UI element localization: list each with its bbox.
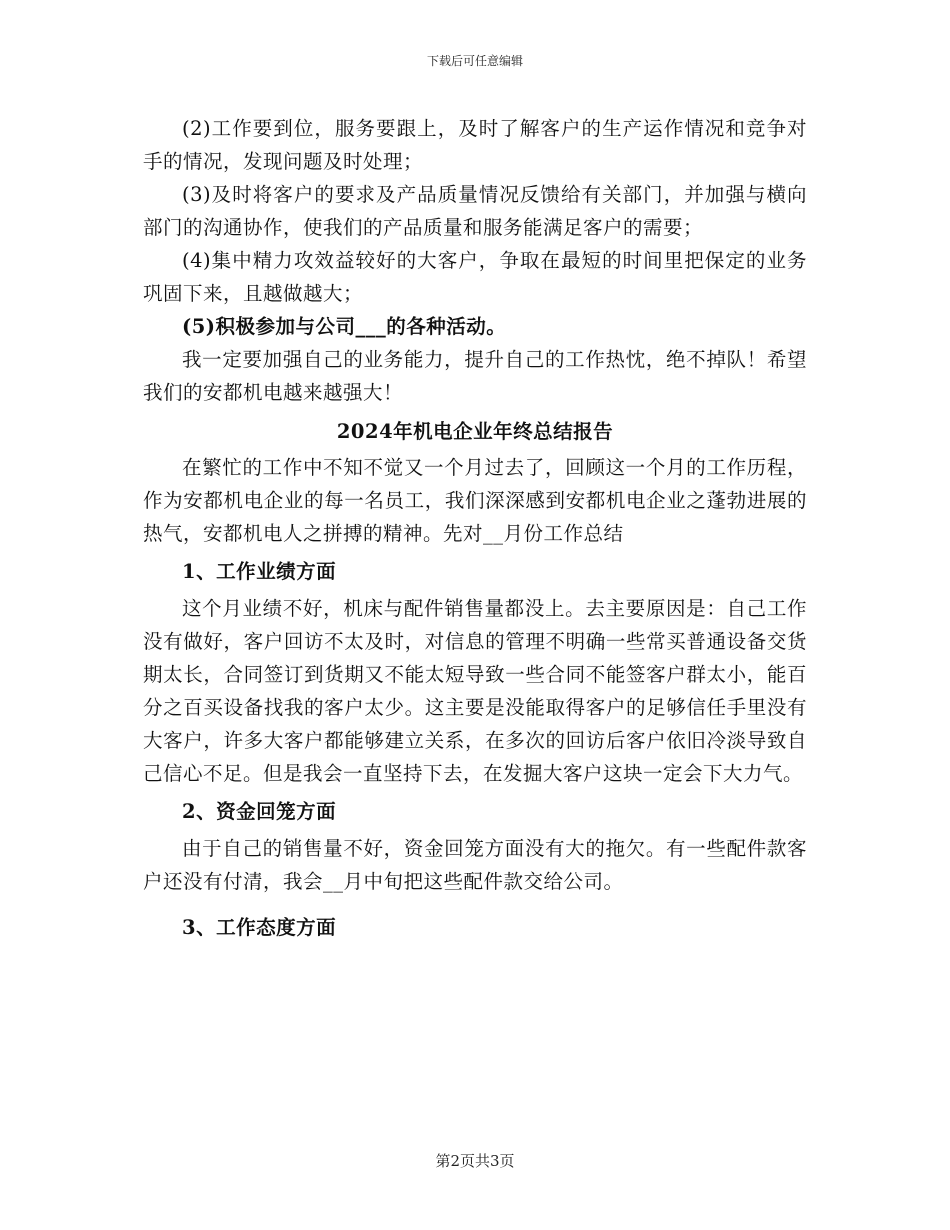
section-body-1: 这个月业绩不好，机床与配件销售量都没上。去主要原因是：自己工作没有做好，客户回访不太及时，对信息的管理不明确一些常买普通设备交货期太长，合同签订到货期又不能太短导致一些合同不能签客户群太小，能百分之百买设备找我的客户太少。这主要是没能取得客户的足够信任手里没有大客户，许多大客户都能够建立关系，在多次的回访后客户依旧冷淡导致自己信心不足。但是我会一直坚持下去，在发掘大客户这块一定会下大力气。 <box>143 597 807 785</box>
document-title: 2024年机电企业年终总结报告 <box>336 420 614 443</box>
list-item-2: (2)工作要到位，服务要跟上，及时了解客户的生产运作情况和竞争对手的情况，发现问题及时处理； <box>143 117 807 173</box>
section-heading-1: 1、工作业绩方面 <box>182 560 337 583</box>
section-body-2: 由于自己的销售量不好，资金回笼方面没有大的拖欠。有一些配件款客户还没有付清，我会__月中旬把这些配件款交给公司。 <box>143 837 807 893</box>
list-item-4: (4)集中精力攻效益较好的大客户，争取在最短的时间里把保定的业务巩固下来，且越做越大； <box>143 249 807 305</box>
list-item-3: (3)及时将客户的要求及产品质量情况反馈给有关部门，并加强与横向部门的沟通协作，使我们的产品质量和服务能满足客户的需要； <box>143 183 807 239</box>
spacer <box>143 898 807 906</box>
intro-paragraph: 在繁忙的工作中不知不觉又一个月过去了，回顾这一个月的工作历程，作为安都机电企业的每一名员工，我们深深感到安都机电企业之蓬勃进展的热气，安都机电人之拼搏的精神。先对__月份工作总结 <box>143 456 807 545</box>
page-footer: 第2页共3页 <box>435 1152 515 1170</box>
section-heading-2: 2、资金回笼方面 <box>182 800 337 823</box>
page-header: 下载后可任意编辑 <box>426 54 523 68</box>
document-body <box>143 112 807 948</box>
section-heading-3: 3、工作态度方面 <box>182 916 337 939</box>
closing-paragraph: 我一定要加强自己的业务能力，提升自己的工作热忱，绝不掉队！希望我们的安都机电越来越强大！ <box>143 348 807 404</box>
list-item-5: (5)积极参加与公司___的各种活动。 <box>182 315 507 338</box>
